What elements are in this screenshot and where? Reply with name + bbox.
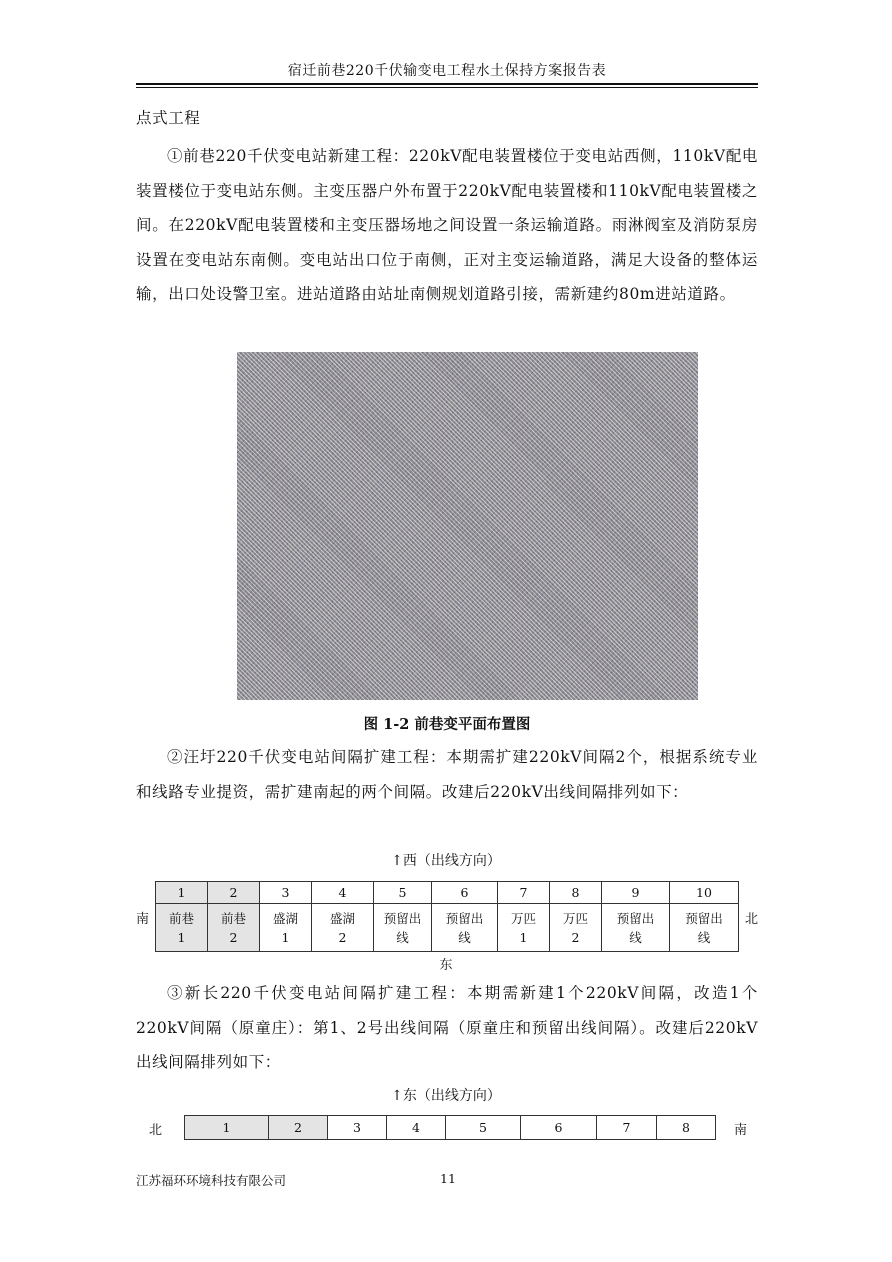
bay-name-line1: 万匹	[562, 910, 588, 926]
bay-name	[550, 904, 602, 952]
bay-name-line2: 线	[458, 929, 471, 945]
bay-number: 7	[498, 882, 550, 904]
bay-number: 3	[260, 882, 312, 904]
table1-left-label: 南	[136, 912, 150, 927]
bay-number: 8	[657, 1116, 716, 1140]
bay-name-line2: 1	[281, 929, 290, 945]
bay-name	[312, 904, 374, 952]
header-rule-thin	[136, 87, 758, 88]
table2-left-label: 北	[149, 1123, 163, 1138]
bay-number: 8	[550, 882, 602, 904]
bay-name-line1: 预留出	[383, 910, 422, 926]
bay-name	[670, 904, 739, 952]
page-number: 11	[440, 1171, 456, 1186]
footer-company: 江苏福环环境科技有限公司	[136, 1173, 287, 1188]
bay-name-line1: 前巷	[168, 910, 194, 926]
header-rule-thick	[136, 83, 758, 85]
bay-name	[208, 904, 260, 952]
bay-name-line2: 1	[177, 929, 186, 945]
bay-number: 9	[602, 882, 670, 904]
bay-name	[156, 904, 208, 952]
bay-table-wangxu	[155, 881, 739, 952]
table1-bottom-label: 东	[439, 958, 453, 973]
page-header: 宿迁前巷220千伏输变电工程水土保持方案报告表	[287, 63, 607, 79]
bay-name	[374, 904, 432, 952]
bay-name-line2: 2	[229, 929, 238, 945]
bay-number: 7	[597, 1116, 657, 1140]
bay-name-line2: 线	[697, 929, 711, 945]
table1-right-label: 北	[745, 912, 759, 927]
paragraph-xinchang-substation: ③新长220千伏变电站间隔扩建工程：本期需新建1个220kV间隔，改造1个220kV间隔（原童庄）：第1、2号出线间隔（原童庄和预留出线间隔）。改建后220kV出线间隔排列如下：	[136, 984, 758, 1071]
bay-table-xinchang	[184, 1115, 716, 1140]
paragraph-wangxu-substation: ②汪圩220千伏变电站间隔扩建工程：本期需扩建220kV间隔2个，根据系统专业和线路专业提资，需扩建南起的两个间隔。改建后220kV出线间隔排列如下：	[136, 748, 758, 801]
bay-number: 10	[670, 882, 739, 904]
bay-number: 5	[446, 1116, 521, 1140]
bay-number: 2	[269, 1116, 328, 1140]
bay-number: 6	[432, 882, 498, 904]
bay-name-line2: 线	[396, 929, 409, 945]
bay-number: 4	[387, 1116, 446, 1140]
figure-caption: 图 1-2 前巷变平面布置图	[363, 716, 531, 733]
bay-number: 6	[521, 1116, 597, 1140]
bay-name-line1: 预留出	[685, 910, 723, 926]
bay-number: 1	[185, 1116, 269, 1140]
bay-name-line1: 盛湖	[272, 910, 298, 926]
bay-name-line1: 前巷	[220, 910, 246, 926]
bay-name	[260, 904, 312, 952]
table2-right-label: 南	[734, 1123, 748, 1138]
bay-name-line1: 万匹	[510, 910, 536, 926]
layout-figure-image	[237, 352, 698, 700]
bay-number: 3	[328, 1116, 387, 1140]
bay-name	[602, 904, 670, 952]
bay-number: 2	[208, 882, 260, 904]
bay-name-line2: 2	[338, 929, 347, 945]
section-heading: 点式工程	[136, 109, 201, 127]
bay-name-line1: 预留出	[445, 910, 484, 926]
bay-name-line1: 盛湖	[329, 910, 355, 926]
paragraph-qianxiang-substation: ①前巷220千伏变电站新建工程：220kV配电装置楼位于变电站西侧，110kV配电装置楼位于变电站东侧。主变压器户外布置于220kV配电装置楼和110kV配电装置楼之间。在220kV配电装置楼和主变压器场地之间设置一条运输道路。雨淋阀室及消防泵房设置在变电站东南侧。变电站出口位于南侧，正对主变运输道路，满足大设备的整体运输，出口处设警卫室。进站道路由站址南侧规划道路引接，需新建约80m进站道路。	[136, 147, 758, 303]
bay-number: 1	[156, 882, 208, 904]
bay-number: 5	[374, 882, 432, 904]
bay-name	[498, 904, 550, 952]
bay-name	[432, 904, 498, 952]
table2-direction-label: ↑东（出线方向）	[391, 1088, 501, 1104]
table1-direction-label: ↑西（出线方向）	[391, 853, 501, 869]
bay-name-line1: 预留出	[616, 910, 655, 926]
bay-number: 4	[312, 882, 374, 904]
bay-name-line2: 线	[629, 929, 642, 945]
bay-name-line2: 1	[519, 929, 528, 945]
bay-name-line2: 2	[571, 929, 580, 945]
